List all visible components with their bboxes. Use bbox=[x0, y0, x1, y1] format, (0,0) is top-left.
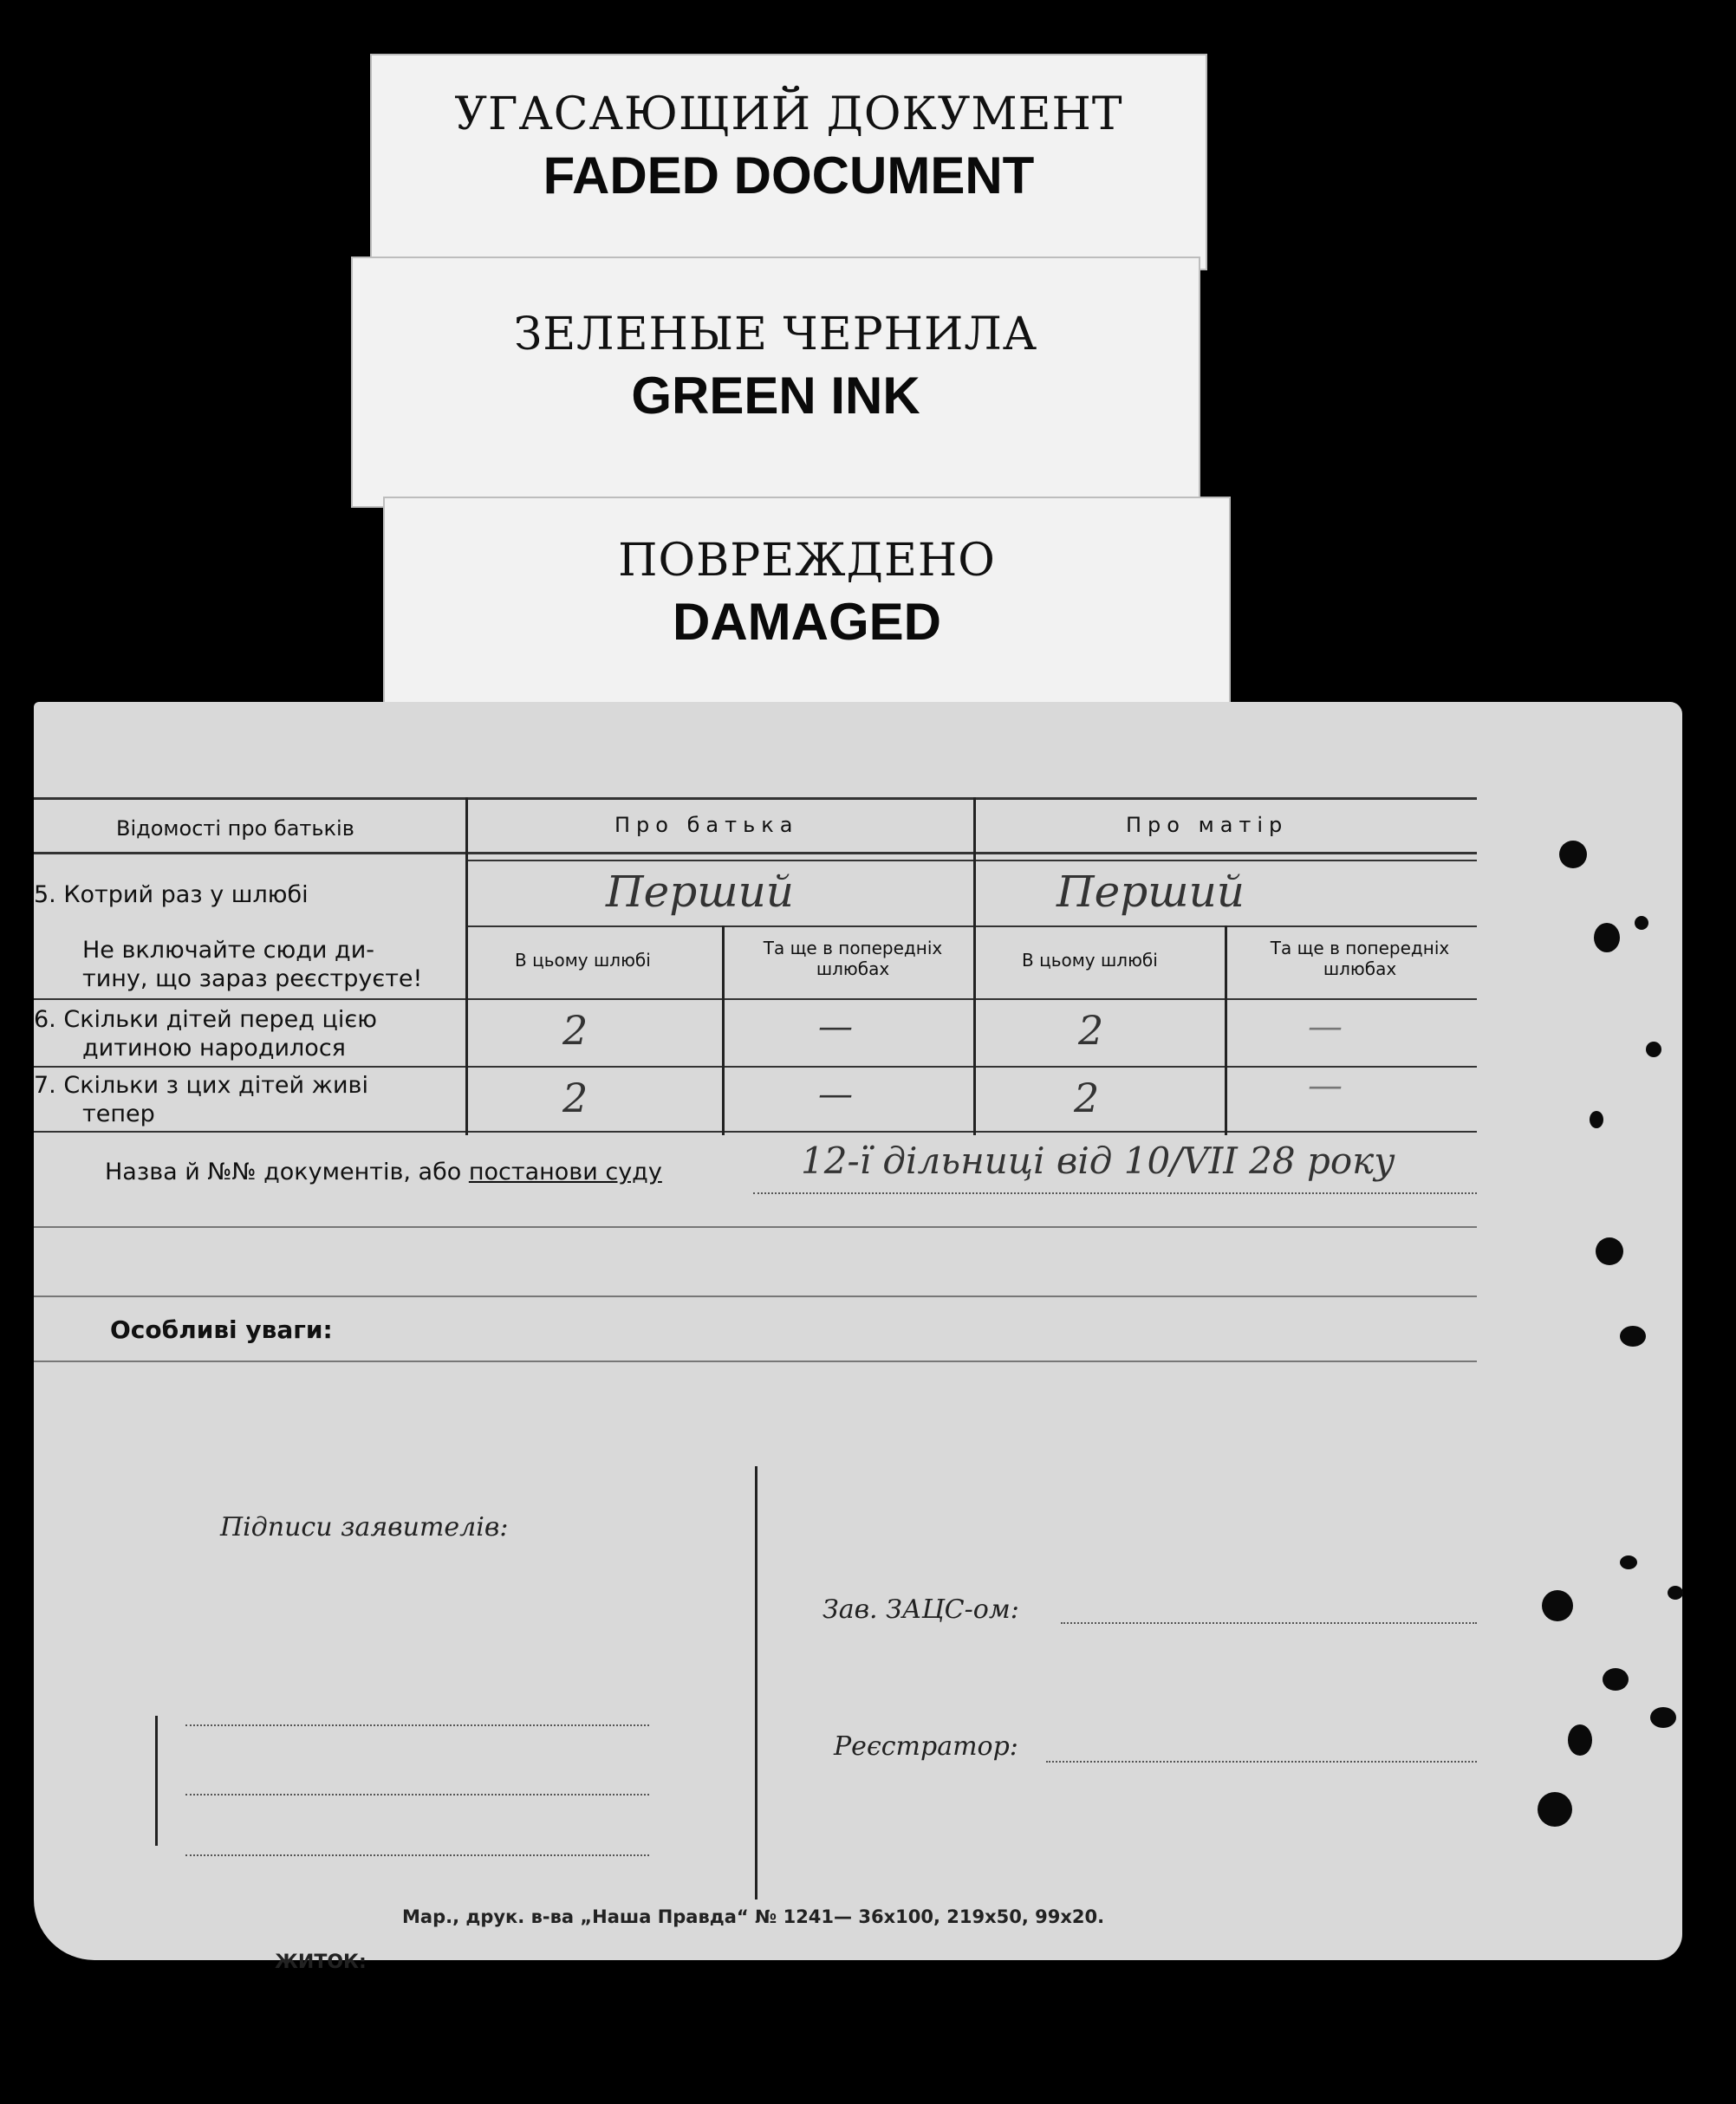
row17-father-prev: — bbox=[818, 1075, 853, 1114]
note-line-1: Не включайте сюди ди- bbox=[82, 937, 374, 964]
remarks-label: Особливі уваги: bbox=[110, 1315, 333, 1344]
green-ink-label bbox=[351, 257, 1200, 508]
remarks-rule bbox=[34, 1360, 1477, 1362]
punch-hole bbox=[1620, 1326, 1646, 1347]
row16-father-this: 2 bbox=[562, 1007, 588, 1054]
row16-mother-prev: — bbox=[1308, 1007, 1343, 1047]
punch-hole bbox=[1635, 916, 1648, 930]
header-double-rule bbox=[467, 860, 1477, 861]
blank-rule-2 bbox=[34, 1296, 1477, 1297]
green-label-ru: ЗЕЛЕНЫЕ ЧЕРНИЛА bbox=[513, 308, 1038, 360]
row17-rule bbox=[34, 1131, 1477, 1133]
father-sub-prev-2: шлюбах bbox=[816, 958, 890, 979]
signature-line-1 bbox=[185, 1724, 649, 1726]
faded-label-en: FADED DOCUMENT bbox=[543, 146, 1035, 205]
documents-label-a: Назва й №№ документів, або bbox=[105, 1159, 469, 1185]
row15-father-value: Перший bbox=[606, 867, 794, 917]
mother-sub-prev-2: шлюбах bbox=[1323, 958, 1397, 979]
punch-hole bbox=[1646, 1042, 1661, 1057]
row17-line-2: тепер bbox=[82, 1101, 155, 1127]
row17-father-this: 2 bbox=[562, 1075, 588, 1121]
bottom-cut-text: ЖИТОК: bbox=[275, 1951, 367, 1973]
mother-sub-this: В цьому шлюбі bbox=[1022, 950, 1158, 971]
row15-mother-value: Перший bbox=[1057, 867, 1245, 917]
faded-label-ru: УГАСАЮЩИЙ ДОКУМЕНТ bbox=[454, 88, 1123, 140]
col-divider-mother-sub bbox=[1225, 925, 1227, 1135]
printer-footer: Мар., друк. в-ва „Наша Правда“ № 1241— 36х100, 219х50, 99х20. bbox=[402, 1906, 1105, 1927]
row17-line-1: 7. Скільки з цих дітей живі bbox=[34, 1072, 368, 1099]
damaged-label-ru: ПОВРЕЖДЕНО bbox=[618, 535, 996, 587]
punch-hole bbox=[1603, 1668, 1629, 1691]
punch-hole bbox=[1668, 1586, 1683, 1600]
documents-label-b: постанови суду bbox=[468, 1159, 662, 1185]
row17-mother-prev: — bbox=[1308, 1066, 1343, 1106]
registrar-signature-line bbox=[1046, 1761, 1477, 1763]
registration-form-sheet bbox=[34, 702, 1682, 1973]
punch-hole bbox=[1650, 1707, 1676, 1728]
row15-label: 5. Котрий раз у шлюбі bbox=[34, 881, 309, 908]
col-divider-info bbox=[465, 797, 468, 1135]
punch-hole bbox=[1596, 1237, 1623, 1265]
punch-hole bbox=[1620, 1555, 1637, 1569]
row16-rule bbox=[34, 1066, 1477, 1068]
header-father: Про батька bbox=[614, 813, 799, 837]
blank-rule-1 bbox=[34, 1226, 1477, 1228]
col-divider-parents bbox=[973, 797, 976, 1135]
head-signature-line bbox=[1061, 1622, 1477, 1624]
signature-bracket bbox=[155, 1716, 158, 1846]
mother-sub-prev-1: Та ще в попередніх bbox=[1270, 938, 1450, 958]
father-sub-this: В цьому шлюбі bbox=[515, 950, 651, 971]
signature-line-3 bbox=[185, 1854, 649, 1856]
documents-label bbox=[105, 1158, 662, 1186]
subheader-rule bbox=[34, 998, 1477, 1000]
damaged-label-en: DAMAGED bbox=[673, 593, 941, 651]
punch-hole bbox=[1559, 841, 1587, 868]
note-line-2: тину, що зараз реєструєте! bbox=[82, 965, 423, 992]
row16-line-2: дитиною народилося bbox=[82, 1035, 346, 1062]
punch-hole bbox=[1594, 923, 1620, 952]
documents-value: 12-ї дільниці від 10/VII 28 року bbox=[801, 1140, 1395, 1182]
header-mother: Про матір bbox=[1126, 813, 1289, 837]
damaged-label bbox=[383, 497, 1231, 713]
punch-hole bbox=[1568, 1724, 1592, 1756]
head-label: Зав. ЗАЦС-ом: bbox=[822, 1594, 1019, 1625]
faded-document-label bbox=[370, 54, 1207, 270]
header-bottom-rule bbox=[34, 852, 1477, 854]
row17-mother-this: 2 bbox=[1074, 1075, 1100, 1121]
signature-line-2 bbox=[185, 1794, 649, 1796]
signature-divider bbox=[755, 1466, 757, 1899]
registrar-label: Реєстратор: bbox=[834, 1731, 1018, 1762]
col-divider-father-sub bbox=[722, 925, 725, 1135]
signatures-label: Підписи заявителів: bbox=[220, 1512, 509, 1542]
punch-hole bbox=[1542, 1590, 1573, 1621]
punch-hole bbox=[1538, 1792, 1572, 1827]
table-top-rule bbox=[34, 797, 1477, 800]
green-label-en: GREEN INK bbox=[631, 367, 920, 425]
documents-dotline bbox=[753, 1192, 1477, 1194]
father-sub-prev-1: Та ще в попередніх bbox=[763, 938, 943, 958]
row16-mother-this: 2 bbox=[1078, 1007, 1104, 1054]
punch-hole bbox=[1590, 1111, 1603, 1128]
row15-rule bbox=[467, 925, 1477, 927]
row16-line-1: 6. Скільки дітей перед цією bbox=[34, 1006, 377, 1033]
row16-father-prev: — bbox=[818, 1007, 853, 1047]
header-info: Відомості про батьків bbox=[116, 816, 354, 841]
